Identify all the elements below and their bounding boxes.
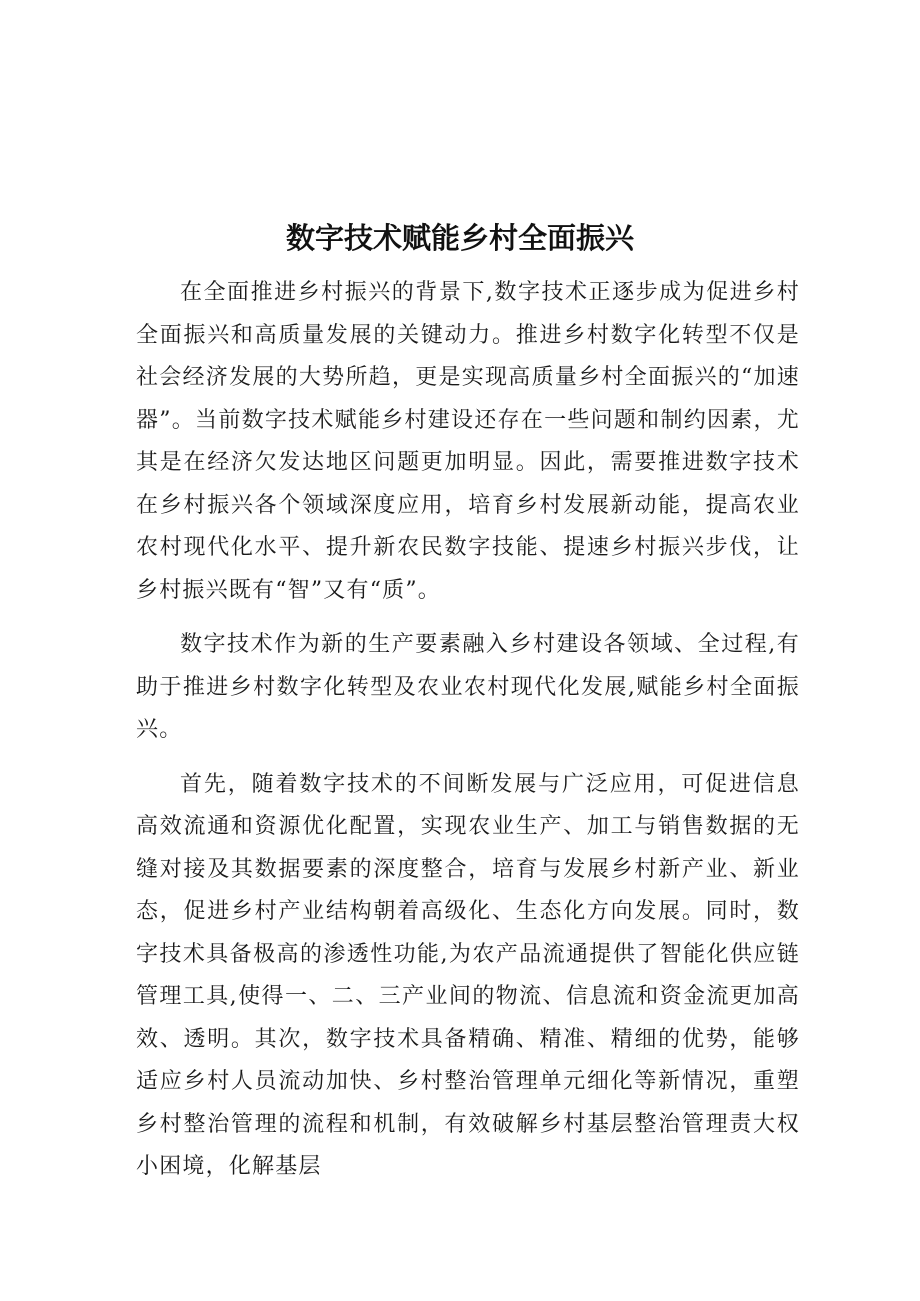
paragraph-background: 在全面推进乡村振兴的背景下,数字技术正逐步成为促进乡村全面振兴和高质量发展的关键动力。推进乡村数字化转型不仅是社会经济发展的大势所趋，更是实现高质量乡村全面振兴的“加速器”。当前数字技术赋能乡村建设还存在一些问题和制约因素，尤其是在经济欠发达地区问题更加明显。因此，需要推进数字技术在乡村振兴各个领域深度应用，培育乡村发展新动能，提高农业农村现代化水平、提升新农民数字技能、提速乡村振兴步伐，让乡村振兴既有“智”又有“质”。 bbox=[136, 280, 800, 603]
paragraph-digital-factor: 数字技术作为新的生产要素融入乡村建设各领域、全过程,有助于推进乡村数字化转型及农业农村现代化发展,赋能乡村全面振兴。 bbox=[136, 632, 800, 742]
document-title: 数字技术赋能乡村全面振兴 bbox=[285, 221, 634, 255]
paragraph-first-second: 首先，随着数字技术的不间断发展与广泛应用，可促进信息高效流通和资源优化配置，实现农业生产、加工与销售数据的无缝对接及其数据要素的深度整合，培育与发展乡村新产业、新业态，促进乡村产业结构朝着高级化、生态化方向发展。同时，数字技术具备极高的渗透性功能,为农产品流通提供了智能化供应链管理工具,使得一、二、三产业间的物流、信息流和资金流更加高效、透明。其次，数字技术具备精确、精准、精细的优势，能够适应乡村人员流动加快、乡村整治管理单元细化等新情况，重塑乡村整治管理的流程和机制，有效破解乡村基层整治管理责大权小困境，化解基层 bbox=[136, 771, 800, 1179]
document-body bbox=[136, 272, 800, 1189]
